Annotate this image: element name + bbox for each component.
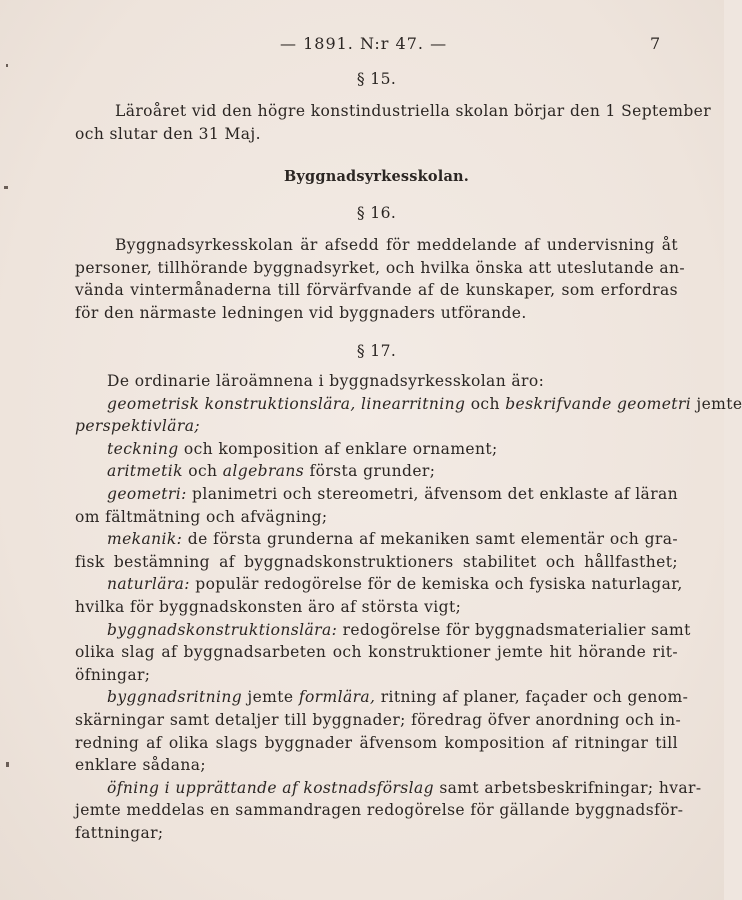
text-fragment: jemte — [696, 394, 742, 413]
subject-term: perspektivlära; — [75, 417, 200, 436]
section-15-text — [75, 100, 712, 145]
text-line: för den närmaste ledningen vid byggnaders utförande. — [75, 303, 527, 322]
subject-term: öfning i upprättande af kostnadsförslag — [107, 778, 434, 797]
section-16-text — [75, 234, 686, 324]
section-17-text — [75, 370, 742, 844]
list-item-cost-estimates — [75, 777, 702, 800]
text-line: om fältmätning och afvägning; — [75, 507, 328, 526]
section-16-sign: § 16. — [356, 204, 397, 222]
margin-mark — [4, 186, 8, 189]
subject-term: aritmetik — [107, 462, 183, 481]
text-fragment: och komposition af enklare ornament; — [183, 439, 498, 458]
subject-term: linearritning — [361, 394, 466, 413]
text-line: olika slag af byggnadsarbeten och konstruktioner jemte hit hörande rit- — [75, 643, 678, 662]
text-line — [75, 415, 678, 438]
text-line: enklare sådana; — [75, 756, 207, 775]
text-fragment: och — [188, 462, 218, 481]
text-fragment: redogörelse för byggnadsmaterialier samt — [342, 620, 691, 639]
text-line: vända vintermånaderna till förvärfvande af de kunskaper, som erfordras — [75, 281, 678, 300]
text-fragment: samt arbetsbeskrifningar; hvar- — [439, 778, 702, 797]
text-line: öfningar; — [75, 665, 151, 684]
text-fragment: populär redogörelse för de kemiska och fysiska naturlagar, — [195, 575, 683, 594]
subject-term: naturlära: — [107, 575, 190, 594]
subject-term: formlära, — [298, 688, 376, 707]
running-header — [0, 34, 724, 56]
section-17-sign: § 17. — [356, 342, 397, 360]
section-15-sign: § 15. — [356, 70, 397, 88]
text-line: fattningar; — [75, 823, 164, 842]
list-item-geometry — [75, 483, 678, 506]
margin-mark — [6, 762, 9, 767]
list-item-building-construction — [75, 619, 691, 642]
text-line: fisk bestämning af byggnadskonstruktioners stabilitet och hållfasthet; — [75, 552, 678, 571]
text-line: personer, tillhörande byggnadsyrket, och hvilka önska att uteslutande an- — [75, 258, 686, 277]
list-item-building-drawing — [75, 686, 689, 709]
text-line: De ordinarie läroämnena i byggnadsyrkesskolan äro: — [107, 372, 545, 390]
list-item-drawing — [75, 438, 678, 461]
subject-term: geometrisk konstruktionslära, — [107, 394, 356, 413]
text-line: och slutar den 31 Maj. — [75, 124, 261, 143]
text-line: hvilka för byggnadskonsten äro af största vigt; — [75, 597, 462, 616]
text-fragment: de första grunderna af mekaniken samt elementär och gra- — [187, 530, 678, 549]
text-fragment: ritning af planer, façader och genom- — [380, 688, 689, 707]
section-heading: Byggnadsyrkesskolan. — [283, 168, 470, 185]
text-line: Byggnadsyrkesskolan är afsedd för meddelande af undervisning åt — [115, 236, 678, 254]
subject-term: mekanik: — [107, 530, 183, 549]
margin-mark — [6, 64, 8, 67]
subject-term: beskrifvande geometri — [505, 394, 692, 413]
text-line: Läroåret vid den högre konstindustriella skolan börjar den 1 September — [115, 102, 712, 120]
running-title: — 1891. N:r 47. — — [280, 34, 448, 53]
list-item-geometry-construction — [75, 393, 742, 416]
subject-term: teckning — [107, 439, 179, 458]
subject-term: byggnadskonstruktionslära: — [107, 620, 338, 639]
subject-term: byggnadsritning — [107, 688, 243, 707]
text-fragment: jemte — [247, 688, 294, 707]
text-line: jemte meddelas en sammandragen redogörelse för gällande byggnadsför- — [75, 801, 684, 820]
subject-term: algebrans — [222, 462, 305, 481]
text-fragment: planimetri och stereometri, äfvensom det enklaste af läran — [192, 484, 679, 503]
text-line: redning af olika slags byggnader äfvensom komposition af ritningar till — [75, 733, 678, 752]
subject-term: geometri: — [107, 484, 187, 503]
text-fragment: och — [470, 394, 500, 413]
list-item-arithmetic — [75, 460, 678, 483]
text-line: skärningar samt detaljer till byggnader; föredrag öfver anordning och in- — [75, 710, 682, 729]
list-item-mechanics — [75, 528, 678, 551]
text-fragment: första grunder; — [309, 462, 436, 481]
page-number: 7 — [650, 34, 661, 53]
list-item-physics — [75, 573, 683, 596]
